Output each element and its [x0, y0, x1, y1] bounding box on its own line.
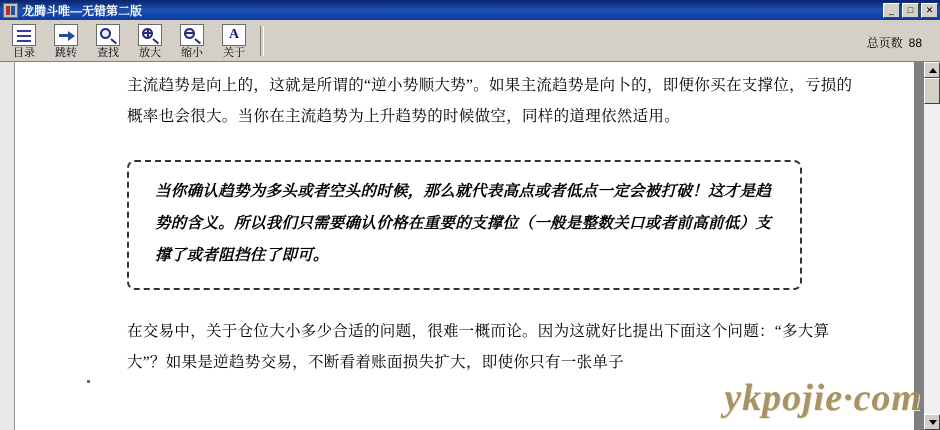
toolbar-button-goto[interactable] — [46, 22, 86, 60]
toolbar-label-zoom-out: 缩小 — [181, 46, 203, 59]
minimize-button[interactable] — [883, 3, 900, 18]
toolbar-label-contents: 目录 — [13, 46, 35, 59]
document-area — [0, 62, 940, 430]
scroll-down-button[interactable] — [924, 414, 940, 430]
toolbar — [0, 20, 940, 62]
scrollbar-track[interactable] — [924, 78, 940, 414]
toolbar-button-zoom-out[interactable] — [172, 22, 212, 60]
minimize-icon: _ — [888, 4, 894, 15]
toolbar-button-zoom-in[interactable] — [130, 22, 170, 60]
paragraph-2: 在交易中，关于仓位大小多少合适的问题，很难一概而论。因为这就好比提出下面这个问题：“多大算大”？如果是逆趋势交易，不断看着账面损失扩大，即使你只有一张单子 — [127, 323, 830, 371]
close-icon: ✕ — [925, 4, 934, 15]
callout-box — [127, 160, 802, 290]
toolbar-button-search[interactable] — [88, 22, 128, 60]
scrollbar-thumb[interactable] — [924, 78, 940, 104]
paragraph-1: 主流趋势是向上的，这就是所谓的“逆小势顺大势”。如果主流趋势是向卜的，即便你买在支撑位，亏损的概率也会很大。当你在主流趋势为上升趋势的时候做空，同样的道理依然适用。 — [127, 77, 853, 125]
title-bar — [0, 0, 940, 20]
about-icon: A — [222, 24, 246, 46]
window-controls — [883, 3, 938, 18]
toolbar-separator — [260, 26, 264, 56]
toolbar-label-search: 查找 — [97, 46, 119, 59]
watermark: ykpojie·com — [724, 377, 922, 419]
vertical-scrollbar[interactable] — [923, 62, 940, 430]
page-mark-dot — [87, 380, 90, 383]
maximize-button[interactable] — [902, 3, 919, 18]
toolbar-button-contents[interactable] — [4, 22, 44, 60]
callout-text: 当你确认趋势为多头或者空头的时候，那么就代表高点或者低点一定会被打破！这才是趋势的含义。所以我们只需要确认价格在重要的支撑位（一般是整数关口或者前高前低）支撑了或者阻挡住了即可。 — [155, 183, 772, 264]
document-page — [15, 62, 914, 430]
contents-icon — [12, 24, 36, 46]
window-title: 龙腾斗唯—无错第二版 — [22, 3, 143, 18]
page-count-value: 88 — [908, 36, 922, 50]
toolbar-label-zoom-in: 放大 — [139, 46, 161, 59]
page-count — [867, 34, 922, 51]
scroll-up-button[interactable] — [924, 62, 940, 78]
toolbar-label-about: 关于 — [223, 46, 245, 59]
search-icon — [96, 24, 120, 46]
toolbar-button-about[interactable] — [214, 22, 254, 60]
zoom-in-icon — [138, 24, 162, 46]
close-button[interactable] — [921, 3, 938, 18]
left-gutter — [0, 62, 15, 430]
maximize-icon: □ — [907, 4, 914, 15]
zoom-out-icon — [180, 24, 204, 46]
toolbar-label-goto: 跳转 — [55, 46, 77, 59]
page-count-label: 总页数 — [866, 36, 903, 50]
goto-arrow-icon — [54, 24, 78, 46]
app-icon — [3, 3, 18, 18]
